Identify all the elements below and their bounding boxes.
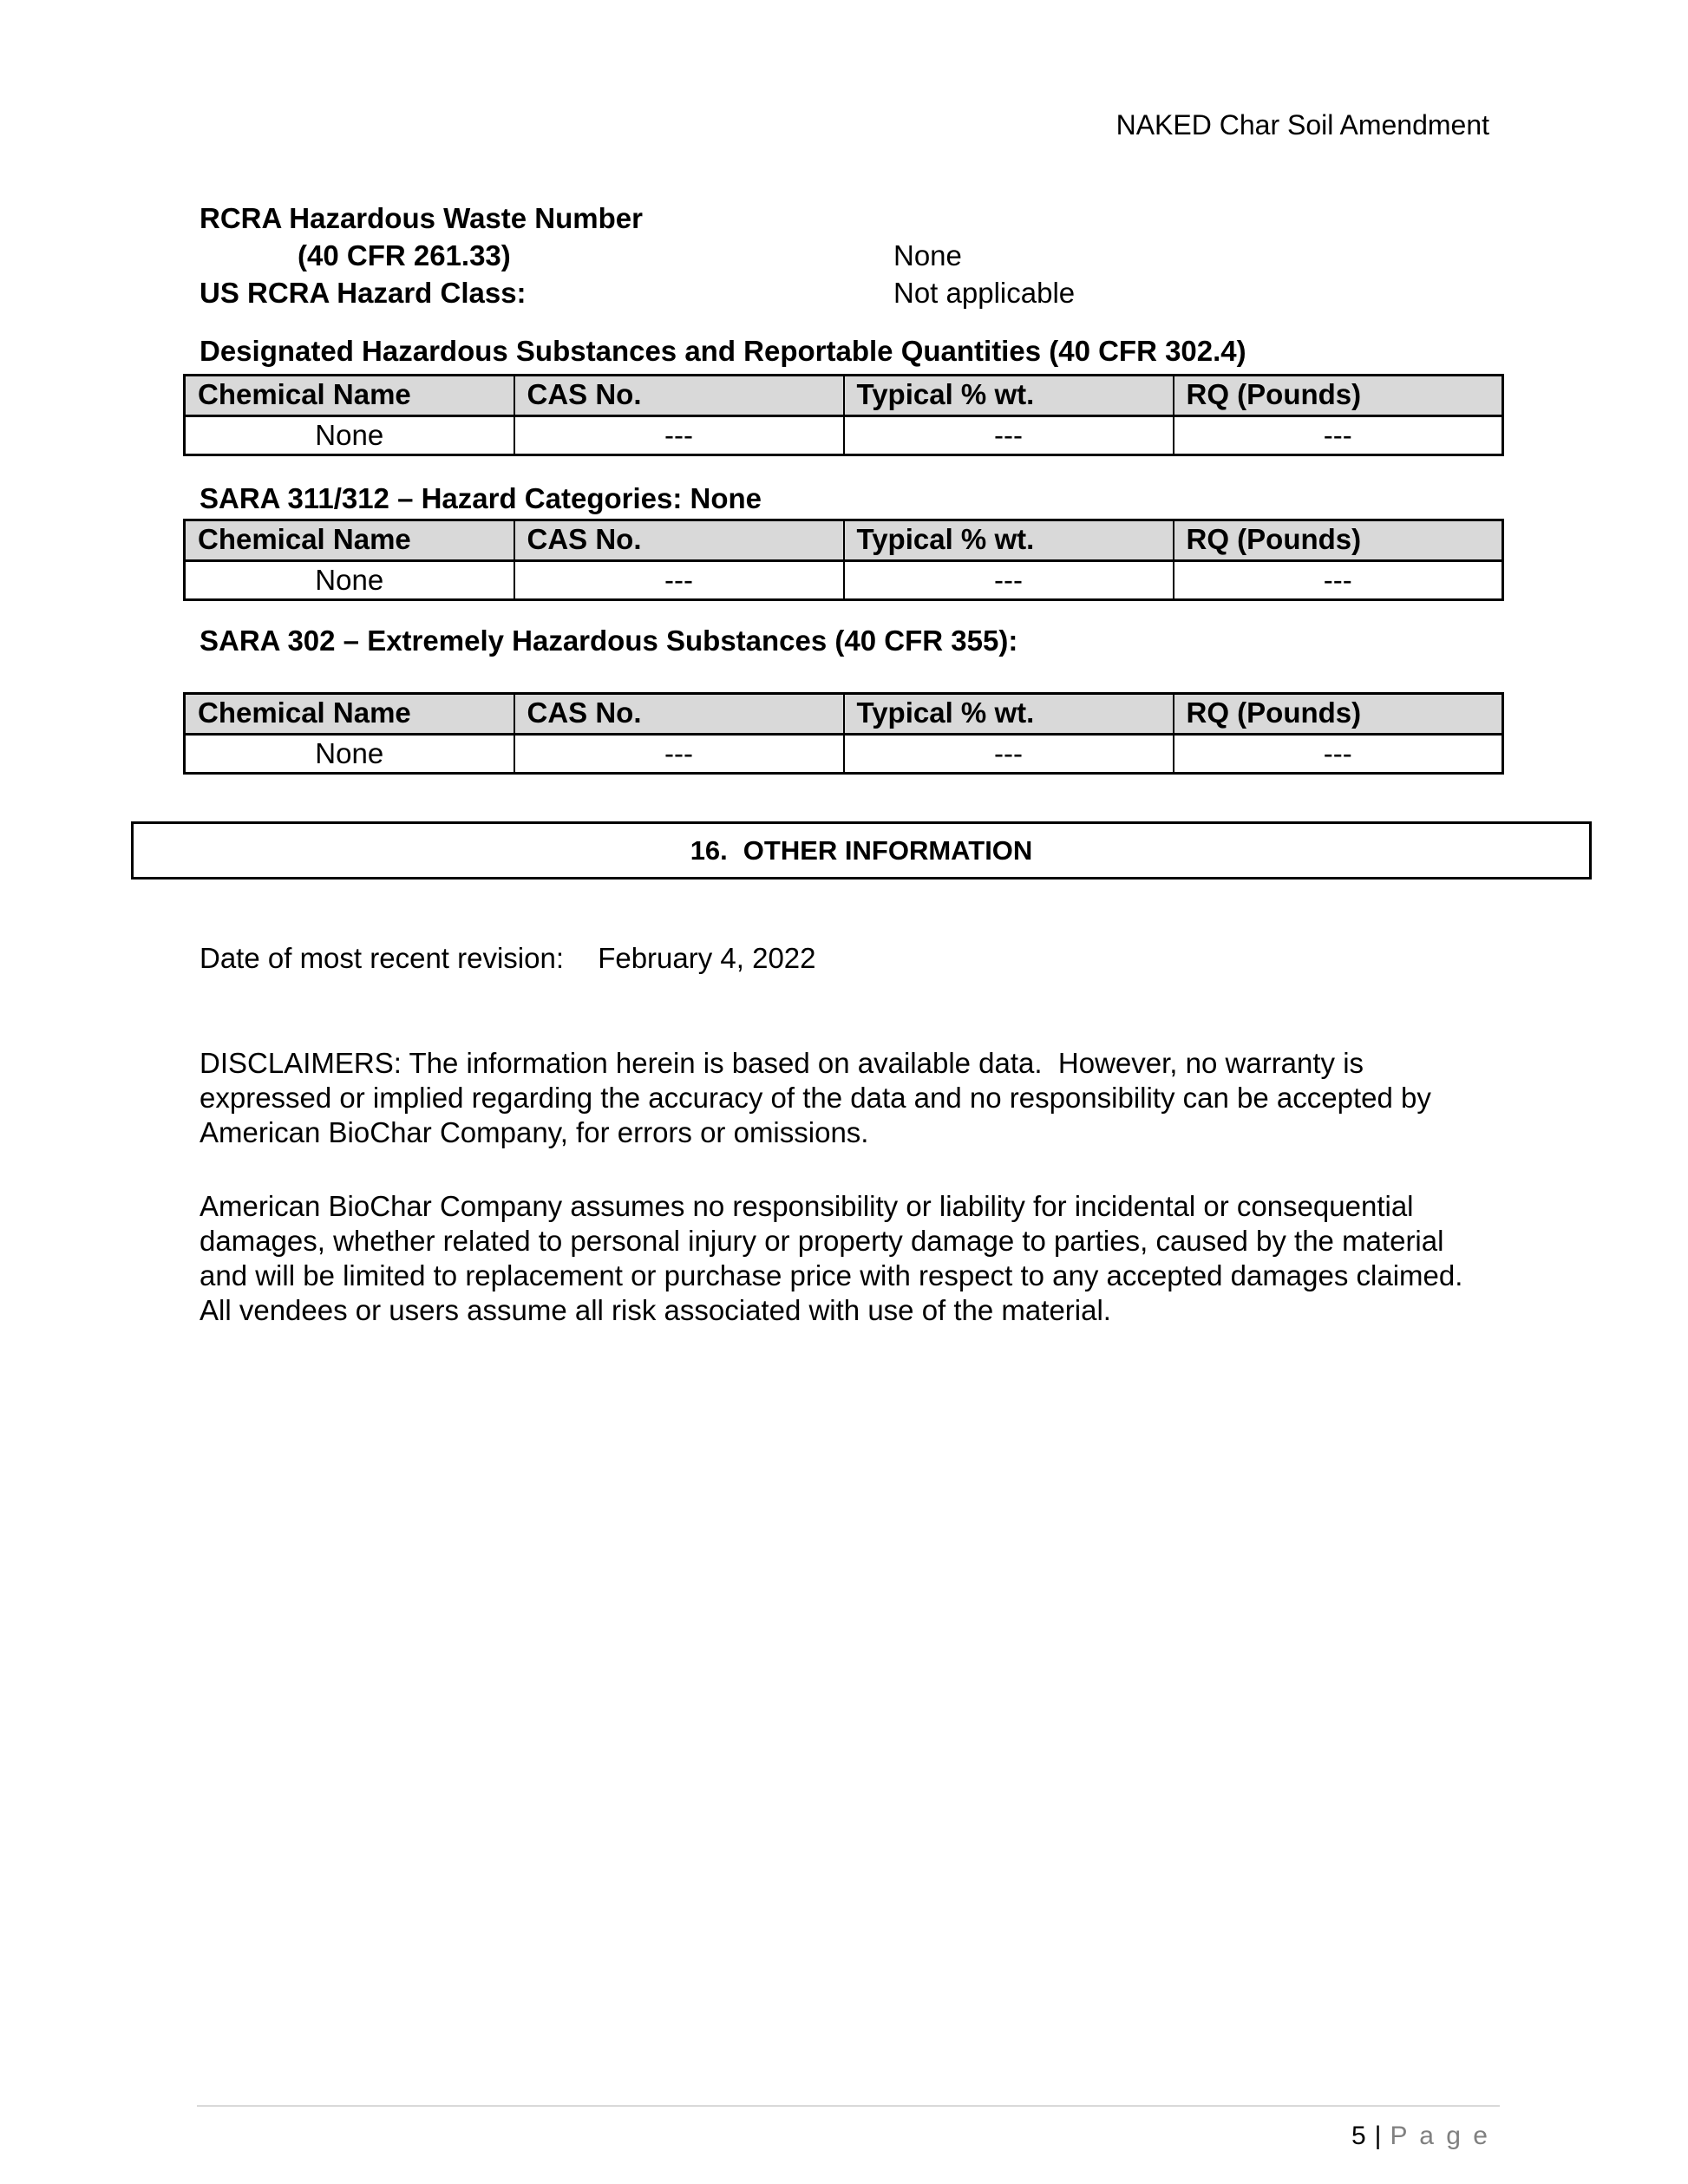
footer-page-label: P a g e (1390, 2122, 1490, 2150)
rcra-hazard-class-label: US RCRA Hazard Class: (200, 277, 527, 309)
footer-separator: | (1374, 2122, 1382, 2150)
table-cell-chemical-name: None (185, 735, 514, 774)
table-cell-cas-no: --- (514, 416, 844, 455)
column-header-chemical-name: Chemical Name (185, 376, 514, 416)
section-16-header-bar (131, 821, 1592, 879)
column-header-typical-wt: Typical % wt. (844, 376, 1174, 416)
column-header-cas-no: CAS No. (514, 694, 844, 735)
disclaimer-paragraph-2: American BioChar Company assumes no responsibility or liability for incidental or consequential damages, whether related to personal injury or property damage to parties, caused by the material and will be limited to replacement or purchase price with respect to any accepted damages claimed. All vendees or users assume all risk associated with use of the material. (200, 1190, 1477, 1326)
rcra-cfr-label: (40 CFR 261.33) (298, 239, 511, 271)
section-number: 16. (690, 834, 728, 866)
column-header-rq-pounds: RQ (Pounds) (1174, 376, 1503, 416)
document-title-header: NAKED Char Soil Amendment (1116, 109, 1489, 141)
rcra-waste-number-line (200, 199, 1492, 237)
table-cell-chemical-name: None (185, 561, 514, 600)
rcra-hazard-class-value: Not applicable (893, 277, 1076, 309)
rcra-cfr-line (200, 237, 1492, 274)
revision-date-line (200, 942, 816, 975)
sara-302-table (183, 692, 1504, 775)
column-header-chemical-name: Chemical Name (185, 694, 514, 735)
sara-311-312-table (183, 519, 1504, 601)
designated-substances-table (183, 374, 1504, 456)
section-title: OTHER INFORMATION (743, 834, 1033, 866)
column-header-typical-wt: Typical % wt. (844, 694, 1174, 735)
column-header-cas-no: CAS No. (514, 376, 844, 416)
table-cell-typical-wt: --- (844, 561, 1174, 600)
rcra-waste-number-label: RCRA Hazardous Waste Number (200, 202, 643, 234)
table-header-row (185, 520, 1503, 561)
table-cell-typical-wt: --- (844, 416, 1174, 455)
column-header-chemical-name: Chemical Name (185, 520, 514, 561)
sara-311-312-heading: SARA 311/312 – Hazard Categories: None (200, 482, 762, 514)
table-cell-cas-no: --- (514, 735, 844, 774)
revision-date-value: February 4, 2022 (598, 942, 816, 974)
disclaimer-paragraph-1: DISCLAIMERS: The information herein is based on available data. However, no warranty is expressed or implied regarding the accuracy of the data and no responsibility can be accepted by American BioChar Company, for errors or omissions. (200, 1047, 1438, 1148)
table-cell-rq-pounds: --- (1174, 735, 1503, 774)
table-cell-rq-pounds: --- (1174, 416, 1503, 455)
revision-date-label: Date of most recent revision: (200, 942, 565, 974)
table-row (185, 561, 1503, 600)
column-header-rq-pounds: RQ (Pounds) (1174, 520, 1503, 561)
table-cell-rq-pounds: --- (1174, 561, 1503, 600)
table-cell-typical-wt: --- (844, 735, 1174, 774)
table-cell-chemical-name: None (185, 416, 514, 455)
table-row (185, 735, 1503, 774)
rcra-hazard-class-line (200, 274, 1492, 311)
table-row (185, 416, 1503, 455)
page-footer (1351, 2122, 1490, 2151)
rcra-info-block (200, 199, 1492, 311)
table-header-row (185, 376, 1503, 416)
column-header-typical-wt: Typical % wt. (844, 520, 1174, 561)
sara-302-heading: SARA 302 – Extremely Hazardous Substances (40 CFR 355): (200, 624, 1018, 657)
rcra-waste-number-value: None (893, 239, 962, 271)
footer-divider-rule (197, 2105, 1500, 2107)
designated-substances-heading: Designated Hazardous Substances and Reportable Quantities (40 CFR 302.4) (200, 335, 1246, 367)
column-header-cas-no: CAS No. (514, 520, 844, 561)
table-cell-cas-no: --- (514, 561, 844, 600)
page-number: 5 (1351, 2122, 1366, 2150)
column-header-rq-pounds: RQ (Pounds) (1174, 694, 1503, 735)
table-header-row (185, 694, 1503, 735)
